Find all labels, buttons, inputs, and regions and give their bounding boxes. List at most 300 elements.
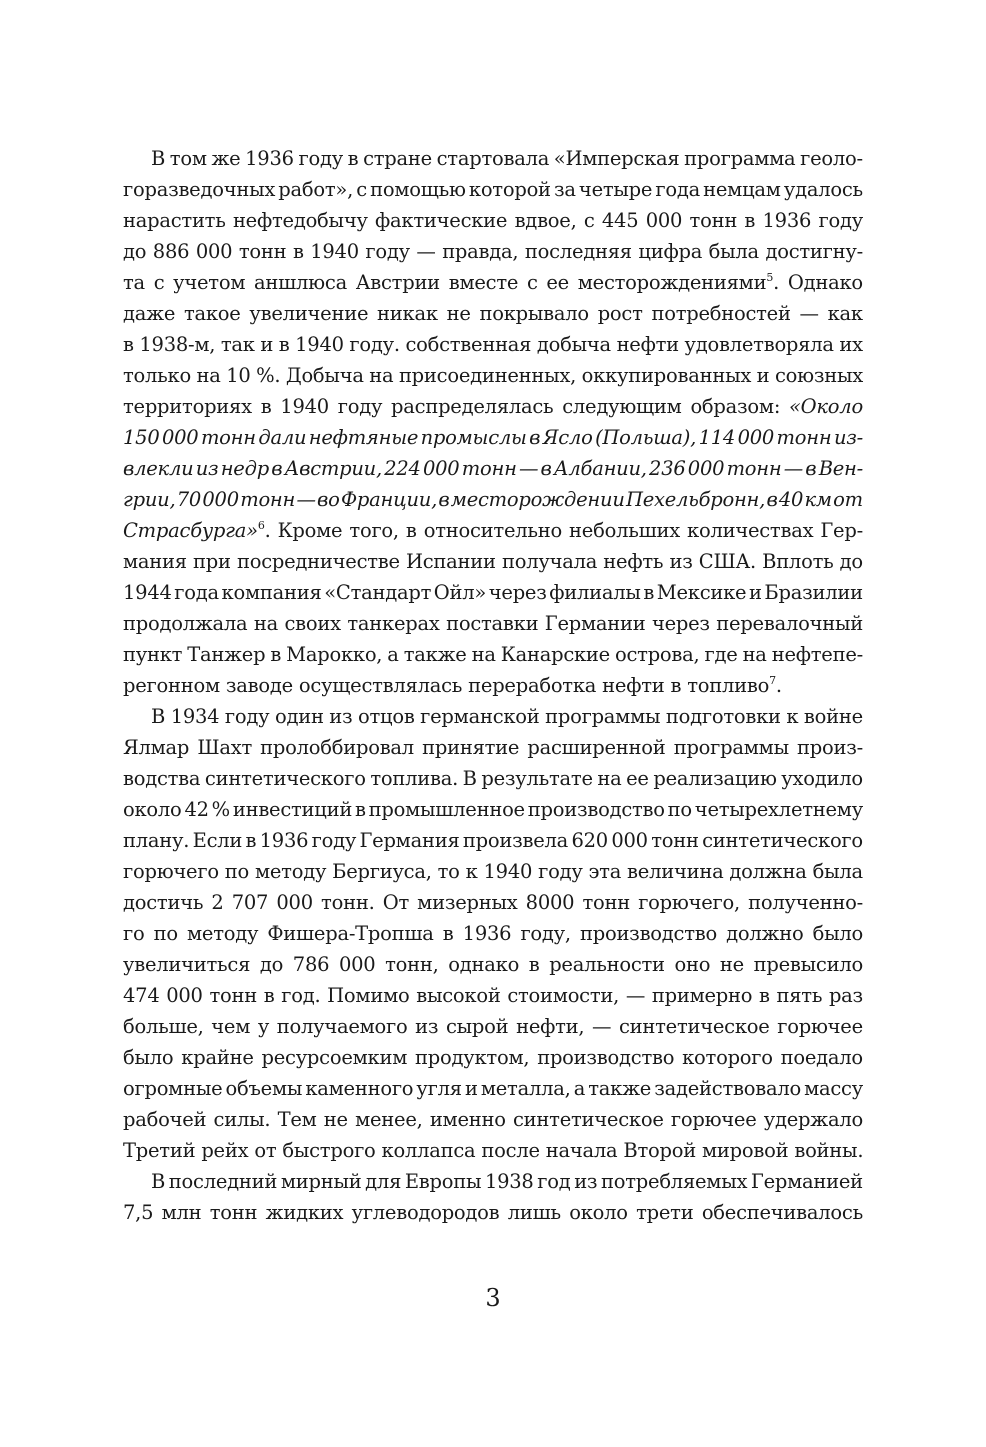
footnote-marker: 6 <box>257 518 265 532</box>
word: за <box>553 178 576 201</box>
word: синтетического <box>702 829 863 852</box>
word: 1940 <box>483 860 533 883</box>
word: влекли <box>123 457 194 480</box>
word: 000 <box>737 426 775 449</box>
word: то <box>437 860 460 883</box>
word: Кроме <box>277 519 343 542</box>
word: 1940 <box>310 240 359 263</box>
word: их <box>839 333 863 356</box>
word: мизерных <box>417 891 518 914</box>
word: заводе <box>225 674 293 697</box>
word: 620 <box>571 829 608 852</box>
word: в <box>260 395 272 418</box>
word: в <box>438 488 450 511</box>
word: в <box>805 457 817 480</box>
word: также <box>588 1077 652 1100</box>
word: только <box>123 364 191 387</box>
text-line <box>123 205 863 236</box>
word: менее, <box>355 1108 423 1131</box>
word: 42 <box>184 798 209 821</box>
word: Ялмар <box>123 736 190 759</box>
word: на <box>742 643 767 666</box>
word: горючее <box>670 1108 757 1131</box>
word: млн <box>161 1201 202 1224</box>
text-line <box>123 484 863 515</box>
word: обеспечивалось <box>701 1201 863 1224</box>
word: однако <box>448 953 520 976</box>
word: удовлетворяла <box>684 333 834 356</box>
word: Фишера-Тропша <box>267 922 434 945</box>
word: было <box>123 1046 174 1069</box>
word: 707 <box>231 891 269 914</box>
word: даже <box>123 302 176 325</box>
word: подготовки <box>665 705 781 728</box>
word: фактические <box>375 209 508 232</box>
word: работ», <box>278 178 354 201</box>
word: 000 <box>645 209 683 232</box>
word: месторождении <box>450 488 625 511</box>
word: го <box>123 922 145 945</box>
word: Марокко, <box>286 643 383 666</box>
word: км <box>804 488 832 511</box>
word: В <box>151 147 166 170</box>
word: стартовала <box>436 147 550 170</box>
word: промыслы <box>420 426 527 449</box>
word: 10 <box>226 364 251 387</box>
word: металла, <box>480 1077 571 1100</box>
word: образом: <box>690 395 781 418</box>
word: а <box>387 643 399 666</box>
word: которого <box>682 1046 773 1069</box>
word: острова, <box>615 643 700 666</box>
word: синтетическое <box>618 1015 770 1038</box>
word: геоло- <box>800 147 863 170</box>
text-line <box>123 949 863 980</box>
word: в <box>540 457 552 480</box>
word: войне <box>803 705 863 728</box>
word: поедало <box>780 1046 863 1069</box>
word: из <box>329 705 353 728</box>
word: От <box>382 891 409 914</box>
word: в <box>670 674 682 697</box>
word: Бергиуса, <box>332 860 432 883</box>
word: Если <box>192 829 243 852</box>
word: как <box>827 302 863 325</box>
word: 236 <box>649 457 686 480</box>
word: в <box>442 922 454 945</box>
word: 000 <box>276 891 313 914</box>
word: в <box>123 333 134 356</box>
word: чем <box>211 1015 251 1038</box>
word: пункт <box>123 643 183 666</box>
word: было <box>812 922 863 945</box>
word: достигну- <box>765 240 863 263</box>
word: и <box>756 364 770 387</box>
word: 1944 <box>123 581 172 604</box>
word: вдвое, <box>514 209 577 232</box>
word: «Имперская <box>553 147 680 170</box>
word: по <box>667 798 692 821</box>
word: немцам <box>703 178 781 201</box>
word: последняя <box>524 240 632 263</box>
word: где <box>704 643 738 666</box>
word: распределялась <box>391 395 554 418</box>
word: году <box>298 147 343 170</box>
word: году <box>224 705 270 728</box>
word: не <box>446 302 471 325</box>
text-line <box>123 515 863 546</box>
word: Албании, <box>553 457 647 480</box>
text-line <box>123 763 863 794</box>
word: 000 <box>687 457 725 480</box>
word: по <box>224 860 250 883</box>
word: покрывало <box>479 302 589 325</box>
word: производство <box>579 922 717 945</box>
word: в <box>354 798 366 821</box>
word: оккупированных <box>581 364 752 387</box>
word: массу <box>804 1077 863 1100</box>
text-line <box>123 1135 863 1166</box>
word: «Около <box>788 395 863 418</box>
word: до <box>839 550 863 573</box>
word: 114 <box>698 426 736 449</box>
text-line <box>123 1104 863 1135</box>
word: нефти <box>602 674 665 697</box>
word: начала <box>545 1139 618 1162</box>
word: переработка <box>468 674 597 697</box>
word: тонн. <box>321 891 375 914</box>
word: Канарские <box>500 643 610 666</box>
word: превысило <box>753 953 863 976</box>
word: в <box>405 519 417 542</box>
text-line <box>123 360 863 391</box>
word: топлива. <box>370 767 459 790</box>
word: — <box>416 240 436 263</box>
word: В <box>151 1170 166 1193</box>
word: году <box>337 395 383 418</box>
word: рейх <box>201 1139 249 1162</box>
word: рост <box>597 302 643 325</box>
word: каменного <box>305 1077 414 1100</box>
word: с <box>583 209 595 232</box>
word: году. <box>349 333 400 356</box>
word: 000 <box>422 457 460 480</box>
word: 000 <box>195 240 233 263</box>
word: трети <box>636 1201 694 1224</box>
word: дали <box>258 426 307 449</box>
text-line <box>123 546 863 577</box>
word: к <box>465 860 478 883</box>
text-line <box>123 1042 863 1073</box>
word: произвела <box>462 829 569 852</box>
word: в <box>270 643 282 666</box>
word: жидких <box>265 1201 344 1224</box>
text-line <box>123 329 863 360</box>
word: Мексике <box>656 581 747 604</box>
word: Однако <box>787 271 863 294</box>
word: во <box>317 488 340 511</box>
text-line <box>123 980 863 1011</box>
word: на <box>196 364 221 387</box>
word: водства <box>123 767 201 790</box>
word: быстрого <box>282 1139 376 1162</box>
word: 1940 <box>295 333 344 356</box>
word: тонн <box>200 426 256 449</box>
text-line <box>123 577 863 608</box>
word: Шахт <box>197 736 252 759</box>
word: тонн <box>240 488 296 511</box>
word: % <box>211 798 230 821</box>
word: лишь <box>507 1201 561 1224</box>
word: Франции, <box>340 488 438 511</box>
word: промышленное <box>368 798 525 821</box>
word: 1936 <box>762 209 812 232</box>
text-line <box>123 825 863 856</box>
word: ее <box>626 767 649 790</box>
word: в <box>643 581 655 604</box>
word: аншлюса <box>254 271 347 294</box>
word: в <box>744 209 756 232</box>
word: В <box>462 767 477 790</box>
word: собственная <box>405 333 532 356</box>
word: территориях <box>123 395 252 418</box>
word: Танжер <box>187 643 266 666</box>
word: Европы <box>404 1170 482 1193</box>
word: Австрии, <box>284 457 382 480</box>
text-line <box>123 1197 863 1228</box>
word: — <box>799 302 819 325</box>
word: до <box>259 953 284 976</box>
word: перевалочный <box>716 612 863 635</box>
word: программа <box>684 147 796 170</box>
word: месторождениями$^5$. <box>577 270 780 294</box>
word: удержало <box>763 1108 863 1131</box>
word: Ойл» <box>433 581 487 604</box>
word: недр <box>220 457 269 480</box>
text-line <box>123 453 863 484</box>
word: 70 <box>176 488 202 511</box>
text-line <box>123 298 863 329</box>
word: высокой <box>416 984 501 1007</box>
word: в <box>292 240 304 263</box>
word: для <box>365 1170 402 1193</box>
word: на <box>597 767 622 790</box>
word: 000 <box>338 953 376 976</box>
word: результате <box>481 767 593 790</box>
word: из- <box>833 426 863 449</box>
word: Испании <box>405 550 496 573</box>
word: у <box>257 1015 270 1038</box>
text-line <box>123 391 863 422</box>
word: примерно <box>651 984 753 1007</box>
word: том <box>169 147 207 170</box>
word: горючее <box>777 1015 863 1038</box>
word: в <box>245 829 257 852</box>
word: 000 <box>166 984 203 1007</box>
word: также <box>403 643 467 666</box>
word: мания <box>123 550 187 573</box>
word: тонн <box>776 426 832 449</box>
word: получала <box>501 550 598 573</box>
word: «Стандарт <box>324 581 432 604</box>
word: с <box>356 178 367 201</box>
text-line <box>123 236 863 267</box>
word: а <box>573 1077 586 1100</box>
word: нарастить <box>123 209 226 232</box>
word: в <box>766 488 778 511</box>
text-line <box>123 918 863 949</box>
word: с <box>153 271 165 294</box>
word: — <box>592 1015 612 1038</box>
word: такое <box>183 302 241 325</box>
word: Гер- <box>820 519 863 542</box>
footnote-marker: 7 <box>769 673 776 687</box>
word: из <box>669 550 693 573</box>
text-line <box>123 1011 863 1042</box>
word: 1940 <box>280 395 329 418</box>
word: нефти, <box>516 1015 585 1038</box>
word: от <box>254 1139 277 1162</box>
word: синтетическое <box>513 1108 664 1131</box>
word: Австрии <box>355 271 440 294</box>
word: величина <box>627 860 724 883</box>
word: 886 <box>152 240 190 263</box>
word: В <box>151 705 166 728</box>
word: ресурсоемким <box>261 1046 408 1069</box>
text-line <box>123 856 863 887</box>
word: продуктом, <box>415 1046 530 1069</box>
word: Германии <box>544 612 646 635</box>
word: после <box>481 1139 540 1162</box>
word: (Польша), <box>595 426 697 449</box>
word: помощью <box>370 178 466 201</box>
word: 8000 <box>525 891 575 914</box>
word: от <box>833 488 863 511</box>
word: именно <box>429 1108 506 1131</box>
word: через <box>488 581 547 604</box>
word: германской <box>420 705 540 728</box>
word: танкерах <box>347 612 440 635</box>
word: оно <box>674 953 711 976</box>
word: продолжала <box>123 612 248 635</box>
text-line <box>123 608 863 639</box>
word: тонн <box>461 457 517 480</box>
word: при <box>193 550 231 573</box>
text-line <box>123 422 863 453</box>
word: 1936 <box>259 829 309 852</box>
word: добыча <box>536 333 611 356</box>
word: топливо$^7$. <box>687 673 782 697</box>
word: мирный <box>280 1170 362 1193</box>
word: году <box>538 860 583 883</box>
word: уходило <box>781 767 863 790</box>
word: реальности <box>549 953 665 976</box>
word: небольших <box>569 519 680 542</box>
word: тонн, <box>385 953 439 976</box>
word: Добыча <box>285 364 364 387</box>
text-line <box>123 670 863 701</box>
word: методу <box>187 922 259 945</box>
word: осуществлялась <box>298 674 463 697</box>
word: 000 <box>611 829 648 852</box>
word: год. <box>281 984 321 1007</box>
word: к <box>786 705 799 728</box>
word: расширенной <box>527 736 666 759</box>
word: в <box>529 426 541 449</box>
word: та <box>123 271 145 294</box>
word: крайне <box>181 1046 254 1069</box>
word: нефтедобычу <box>232 209 368 232</box>
word: в <box>263 984 275 1007</box>
word: нефтяные <box>308 426 419 449</box>
word: получаемого <box>276 1015 408 1038</box>
footnote-marker: 5 <box>766 270 774 284</box>
word: и <box>464 1077 478 1100</box>
word: на <box>369 364 394 387</box>
word: пролоббировал <box>260 736 414 759</box>
word: тонн <box>726 457 782 480</box>
word: 40 <box>778 488 804 511</box>
word: Пехельбронн, <box>625 488 766 511</box>
word: 000 <box>202 488 239 511</box>
text-line <box>123 267 863 298</box>
word: раз <box>828 984 863 1007</box>
word: Вен- <box>818 457 863 480</box>
word: программы <box>673 736 789 759</box>
word: Третий <box>123 1139 196 1162</box>
word: горючего, <box>638 891 740 914</box>
word: около <box>123 798 182 821</box>
word: — <box>296 488 316 511</box>
word: количествах <box>687 519 814 542</box>
word: рабочей <box>123 1108 207 1131</box>
word: 1938-м, <box>139 333 216 356</box>
word: регонном <box>123 674 220 697</box>
word: в <box>271 457 283 480</box>
word: один <box>274 705 324 728</box>
word: четырехлетнему <box>694 798 863 821</box>
word: Ясло <box>542 426 593 449</box>
word: грии, <box>123 488 176 511</box>
word: горазведочных <box>123 178 276 201</box>
word: 1938 <box>484 1170 534 1193</box>
word: Германия <box>359 829 460 852</box>
word: увеличиться <box>123 953 251 976</box>
word: того, <box>349 519 399 542</box>
text-line <box>123 1073 863 1104</box>
word: 1936 <box>462 922 512 945</box>
word: тонн <box>209 984 257 1007</box>
word: из <box>415 1015 439 1038</box>
word: цифра <box>638 240 703 263</box>
text-line <box>123 639 863 670</box>
word: поставки <box>446 612 539 635</box>
word: до <box>123 240 147 263</box>
word: тонн <box>651 829 699 852</box>
word: стоимости, <box>507 984 620 1007</box>
word: по <box>153 922 178 945</box>
word: синтетического <box>204 767 366 790</box>
text-line <box>123 701 863 732</box>
word: года <box>655 178 700 201</box>
word: США. <box>698 550 756 573</box>
text-line <box>123 794 863 825</box>
word: в <box>347 147 359 170</box>
word: инвестиций <box>232 798 353 821</box>
text-line <box>123 1166 863 1197</box>
word: угля <box>416 1077 462 1100</box>
word: методу <box>254 860 327 883</box>
